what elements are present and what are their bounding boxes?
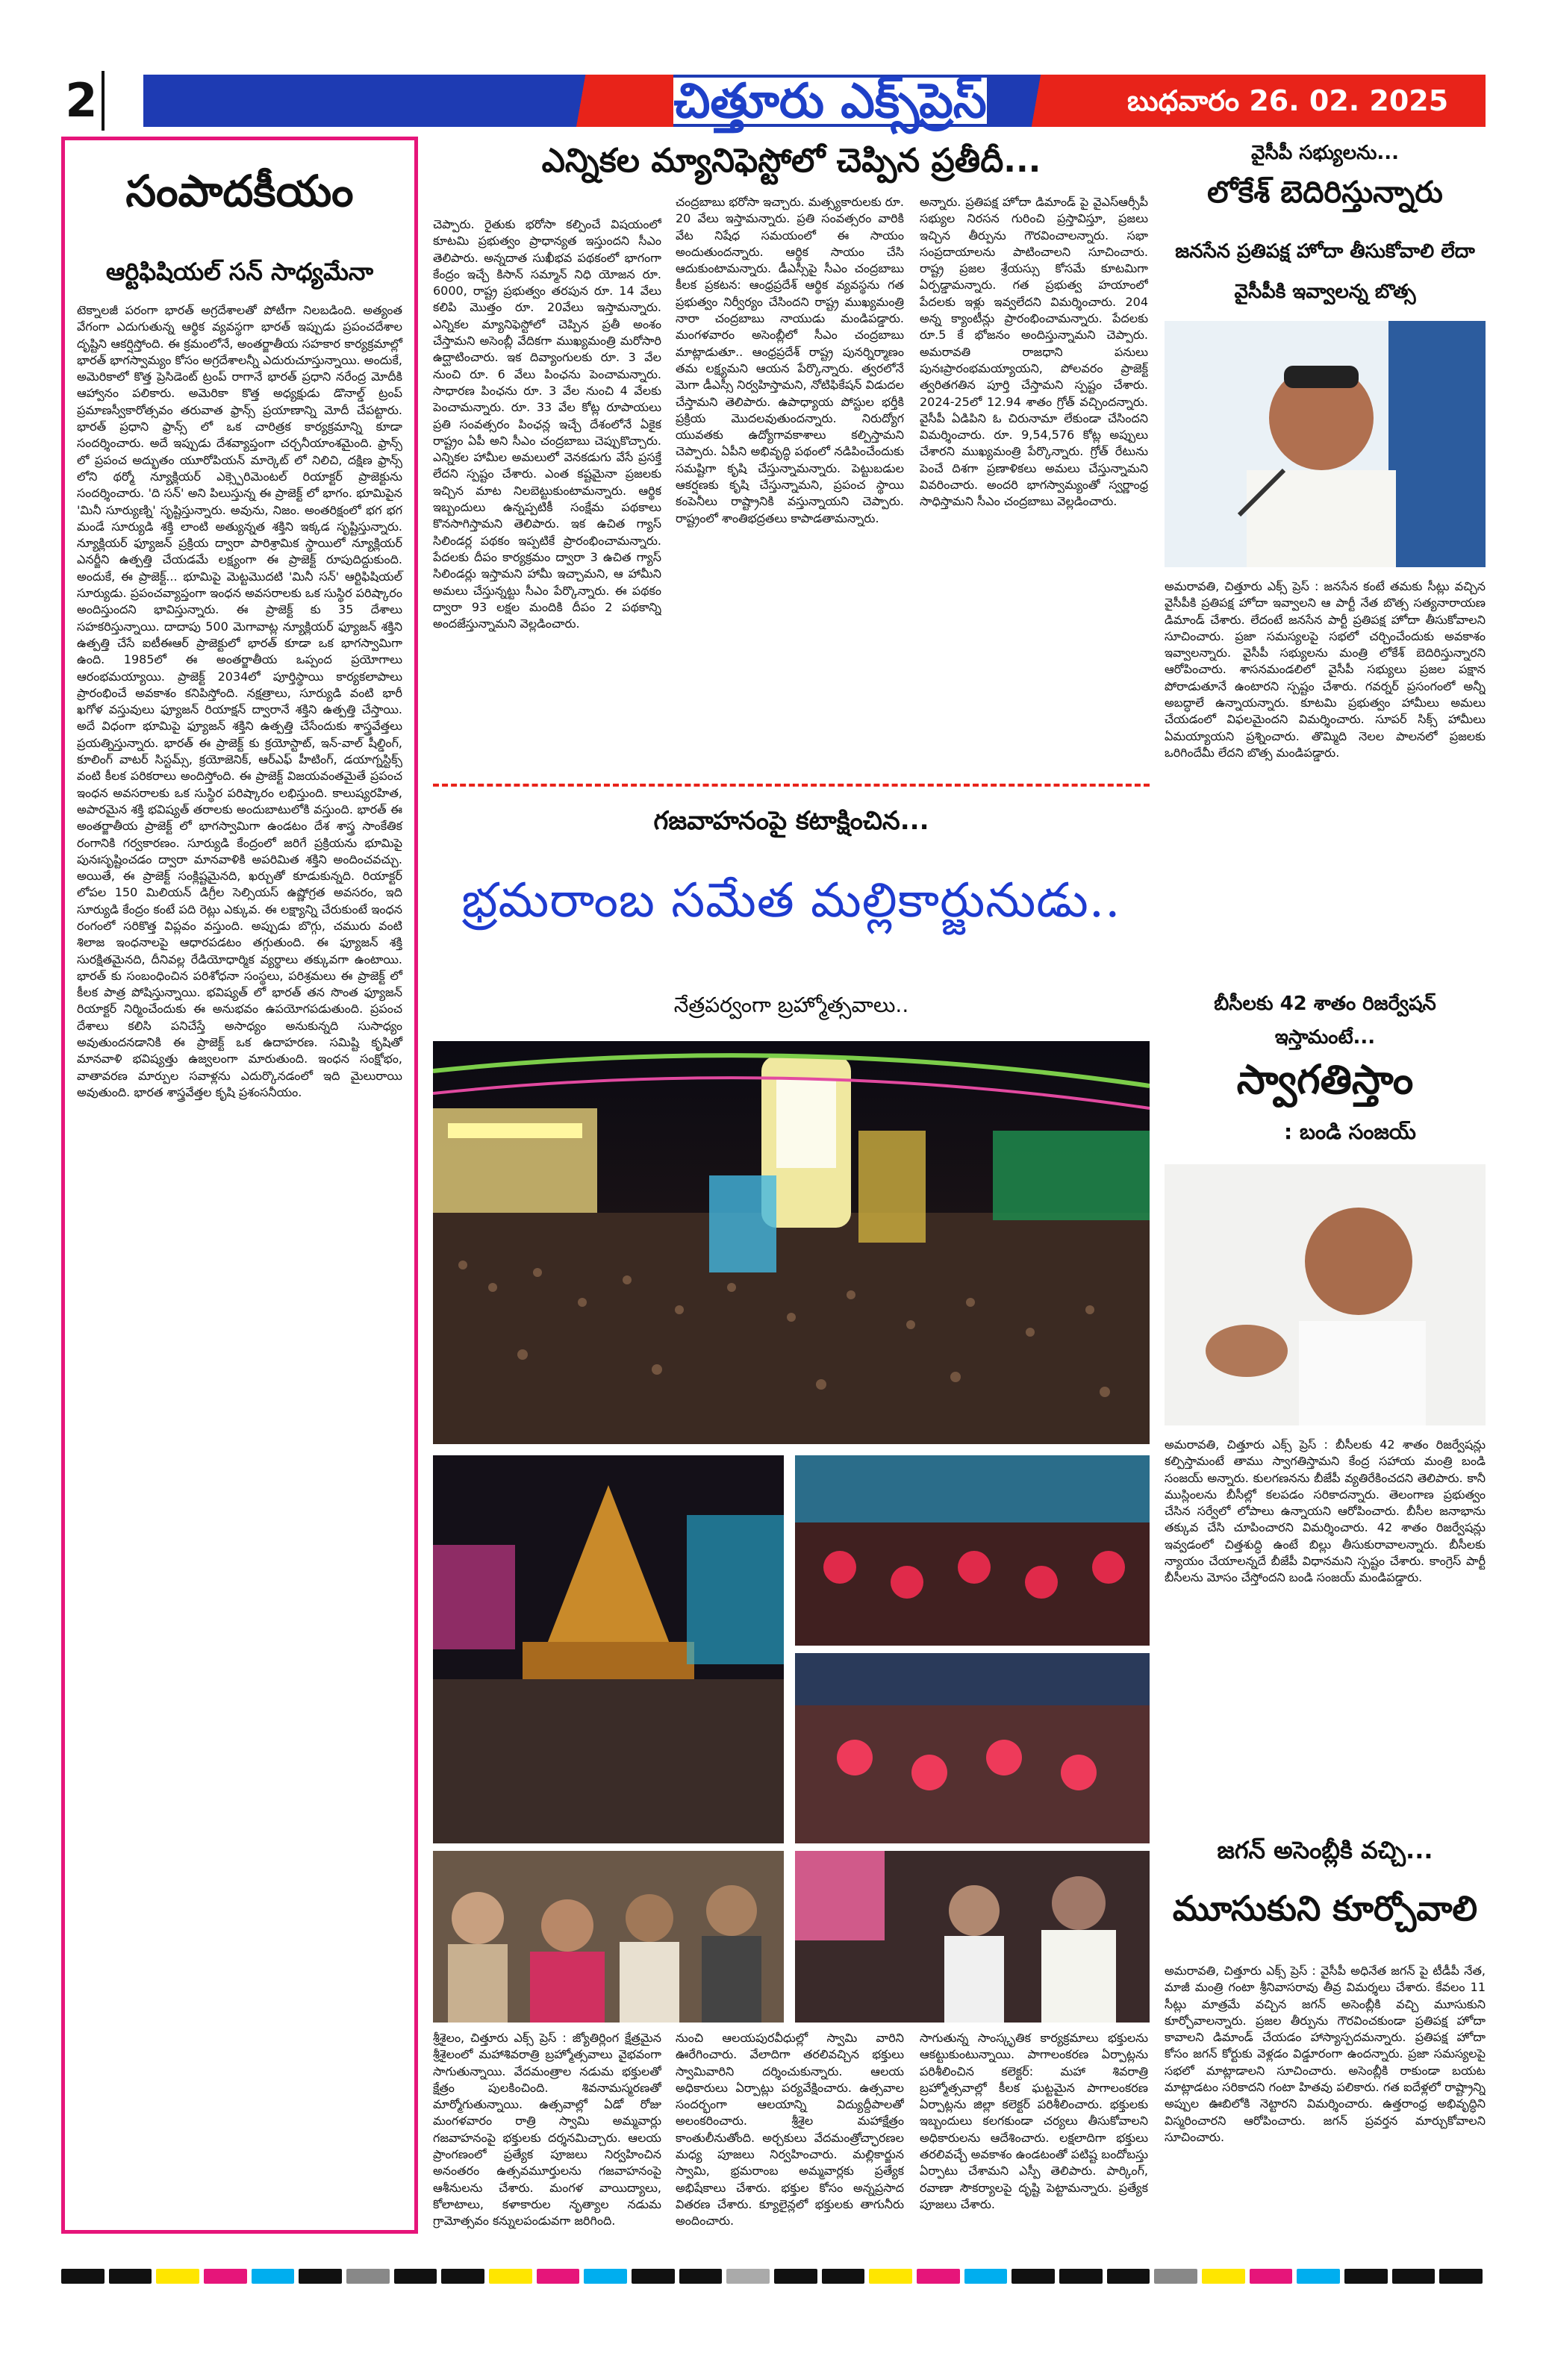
botsa-body: అమరావతి, చిత్తూరు ఎక్స్ ప్రెస్ : జనసేన కంటే తమకు సీట్లు వచ్చిన వైసీపీకి ప్రతిపక్ష హోదా ఇవ్వాలని ఆ పార్టీ నేత బొత్స సత్యనారాయణ డిమాండ్ చేశారు. లేదంటే జనసేన పార్టీ ప్రతిపక్ష హోదా తీసుకోవాలని సూచించారు. ప్రజా సమస్యలపై సభలో చర్చించేందుకు అవకాశం ఇవ్వాలన్నారు. వైసీపీ సభ్యులను మంత్రి లోకేశ్ బెదిరిస్తున్నారని ఆరోపించారు. శాసనమండలిలో వైసీపీ సభ్యులు ప్రజల పక్షాన పోరాడుతూనే ఉంటారని స్పష్టం చేశారు. గవర్నర్ ప్రసంగంలో అన్నీ అబద్ధాలే ఉన్నాయన్నారు. కూటమి ప్రభుత్వం హామీలు అమలు చేయడంలో విఫలమైందని విమర్శించారు. సూపర్ సిక్స్ హామీలు ఏమయ్యాయని ప్రశ్నించారు. తొమ్మిది నెలల పాలనలో ప్రజలకు ఒరిగిందేమీ లేదని బొత్స మండిపడ్డారు. xyxy=(1165,579,1486,760)
dancers-photo-2 xyxy=(795,1653,1150,1843)
sanjay-headline: స్వాగతిస్తాం xyxy=(1236,1056,1414,1103)
section-divider xyxy=(433,784,1150,787)
temple-crowd-photo xyxy=(433,1041,1150,1444)
brahmotsavam-col-3: సాగుతున్న సాంస్కృతిక కార్యక్రమాలు భక్తులను ఆకట్టుకుంటున్నాయి. పాగాలంకరణ ఏర్పాట్లను పరిశీలించిన కలెక్టర్: మహా శివరాత్రి బ్రహ్మోత్సవాల్లో కీలక ఘట్టమైన పాగాలంకరణ ఏర్పాట్లను జిల్లా కలెక్టర్ పరిశీలించారు. భక్తులకు ఇబ్బందులు కలగకుండా చర్యలు తీసుకోవాలని అధికారులను ఆదేశించారు. లక్షలాదిగా భక్తులు తరలివచ్చే అవకాశం ఉండటంతో పటిష్ట బందోబస్తు ఏర్పాటు చేశామని ఎస్పీ తెలిపారు. పార్కింగ్, రవాణా సౌకర్యాలపై దృష్టి పెట్టామన్నారు. ప్రత్యేక పూజలు చేశారు. xyxy=(920,2031,1148,2211)
manifesto-col-1: చెప్పారు. రైతుకు భరోసా కల్పించే విషయంలో కూటమి ప్రభుత్వం ప్రాధాన్యత ఇస్తుందని సీఎం తెలిపారు. అన్నదాత సుఖీభవ పథకంలో భాగంగా కేంద్రం ఇచ్చే కిసాన్ సమ్మాన్ నిధి యోజన రూ. 6000, రాష్ట్ర ప్రభుత్వం తరపున రూ. 14 వేలు కలిపి మొత్తం రూ. 20వేలు ఇస్తామన్నారు. ఎన్నికల మ్యానిఫెస్టోలో చెప్పిన ప్రతీ అంశం చేస్తామని అసెంబ్లీ వేదికగా ముఖ్యమంత్రి మరోసారి ఉద్ఘాటించారు. ఇక దివ్యాంగులకు రూ. 3 వేల నుంచి రూ. 6 వేలు పింఛను పెంచామన్నారు. సాధారణ పింఛను రూ. 3 వేల నుంచి 4 వేలకు పెంచామన్నారు. రూ. 33 వేల కోట్ల రూపాయలు ప్రతి సంవత్సరం పింఛన్ల ఇచ్చే దేశంలోనే ఏకైక రాష్ట్రం ఏపీ అని సీఎం చంద్రబాబు చెప్పుకొచ్చారు. ఎన్నికల హామీల అమలులో వెనకడుగు వేసే ప్రసక్తే లేదని స్పష్టం చేశారు. ఎంత కష్టమైనా ప్రజలకు ఇచ్చిన మాట నిలబెట్టుకుంటామన్నారు. ఆర్థిక ఇబ్బందులు ఉన్నప్పటికీ సంక్షేమ పథకాలు కొనసాగిస్తామని తెలిపారు. ఇక ఉచిత గ్యాస్ సిలిండర్ల పథకం ఇప్పటికే ప్రారంభించామన్నారు. పేదలకు దీపం కార్యక్రమం ద్వారా 3 ఉచిత గ్యాస్ సిలిండర్లు ఇస్తామని హామీ ఇచ్చామని, ఆ హామీని అమలు చేస్తున్నట్టు సీఎం పేర్కొన్నారు. ఈ పథకం ద్వారా 93 లక్షల మందికి దీపం 2 పథకాన్ని అందజేస్తున్నామని వెల్లడించారు. xyxy=(433,217,661,631)
dancers-photo-1 xyxy=(795,1455,1150,1646)
sanjay-body: అమరావతి, చిత్తూరు ఎక్స్ ప్రెస్ : బీసీలకు 42 శాతం రిజర్వేషన్లు కల్పిస్తామంటే తాము స్వాగతిస్తామని కేంద్ర సహాయ మంత్రి బండి సంజయ్ అన్నారు. కులగణనను బీజేపీ వ్యతిరేకించదని తెలిపారు. కానీ ముస్లింలను బీసీల్లో కలపడం సరికాదన్నారు. తెలంగాణ ప్రభుత్వం చేసిన సర్వేలో లోపాలు ఉన్నాయని ఆరోపించారు. బీసీల జనాభాను తక్కువ చేసి చూపించారని విమర్శించారు. 42 శాతం రిజర్వేషన్లు ఇవ్వడంలో చిత్తశుద్ధి ఉంటే బిల్లు తీసుకురావాలన్నారు. బీసీలకు న్యాయం చేయాలన్నదే బీజేపీ విధానమని స్పష్టం చేశారు. కాంగ్రెస్ పార్టీ బీసీలను మోసం చేస్తోందని బండి సంజయ్ మండిపడ్డారు. xyxy=(1165,1437,1486,1585)
editorial-heading: సంపాదకీయం xyxy=(125,166,354,216)
botsa-kicker: వైసీపీ సభ్యులను... xyxy=(1251,142,1399,164)
manifesto-col-3: అన్నారు. ప్రతిపక్ష హోదా డిమాండ్ పై వైఎస్ఆర్సీపీ సభ్యుల నిరసన గురించి ప్రస్తావిస్తూ, ప్రజలు ఇచ్చిన తీర్పును గౌరవించాలన్నారు. సభా సంప్రదాయాలను పాటించాలని సూచించారు. రాష్ట్ర ప్రజల శ్రేయస్సు కోసమే కూటమిగా ఏర్పడ్డామన్నారు. గత ప్రభుత్వ హయాంలో పేదలకు ఇళ్లు ఇవ్వలేదని విమర్శించారు. 204 అన్న క్యాంటీన్లు ప్రారంభించామన్నారు. పేదలకు రూ.5 కే భోజనం అందిస్తున్నామని చెప్పారు. అమరావతి రాజధాని పనులు పునఃప్రారంభమయ్యాయని, పోలవరం ప్రాజెక్ట్ త్వరితగతిన పూర్తి చేస్తామని స్పష్టం చేశారు. 2024-25లో 12.94 శాతం గ్రోత్ వచ్చిందన్నారు. వైసీపీ ఏడిపిని ఓ చిరునామా లేకుండా చేసిందని విమర్శించారు. రూ. 9,54,576 కోట్ల అప్పులు చేశారని ముఖ్యమంత్రి పేర్కొన్నారు. గ్రోత్ రేటును పెంచే దిశగా ప్రణాళికలు అమలు చేస్తున్నామని వివరించారు. అందరి భాగస్వామ్యంతో స్వర్ణాంధ్ర సాధిస్తామని సీఎం చంద్రబాబు వెల్లడించారు. xyxy=(920,195,1148,509)
brahmotsavam-col-2: నుంచి ఆలయపురవీధుల్లో స్వామి వారిని ఊరేగించారు. వేలాదిగా తరలివచ్చిన భక్తులు స్వామివారిని దర్శించుకున్నారు. ఆలయ అధికారులు ఏర్పాట్లు పర్యవేక్షించారు. ఉత్సవాల సందర్భంగా ఆలయాన్ని విద్యుద్దీపాలతో అలంకరించారు. శ్రీశైల మహాక్షేత్రం కాంతులీనుతోంది. అర్చకులు వేదమంత్రోచ్ఛారణల మధ్య పూజలు నిర్వహించారు. మల్లికార్జున స్వామి, భ్రమరాంబ అమ్మవార్లకు ప్రత్యేక అభిషేకాలు చేశారు. భక్తుల కోసం అన్నప్రసాద వితరణ చేశారు. క్యూలైన్లలో భక్తులకు తాగునీరు అందించారు. xyxy=(676,2031,904,2228)
editorial-title: ఆర్టిఫిషియల్ సన్ సాధ్యమేనా xyxy=(105,257,374,286)
newspaper-logo: చిత్తూరు ఎక్స్‌ప్రెస్ xyxy=(673,74,987,129)
editorial-box xyxy=(61,137,418,2234)
masthead-stripe-mid xyxy=(987,75,1112,127)
temple-gopuram-photo xyxy=(433,1455,784,1843)
jagan-kicker: జగన్ అసెంబ్లీకి వచ్చి... xyxy=(1217,1836,1433,1864)
jagan-headline: మూసుకుని కూర్చోవాలి xyxy=(1172,1888,1478,1928)
brahmotsavam-col-1: శ్రీశైలం, చిత్తూరు ఎక్స్ ప్రెస్ : జ్యోతిర్లింగ క్షేత్రమైన శ్రీశైలంలో మహాశివరాత్రి బ్రహ్మోత్సవాలు వైభవంగా సాగుతున్నాయి. వేదమంత్రాల నడుమ భక్తులతో క్షేత్రం పులకించింది. శివనామస్మరణతో మార్మోగుతున్నాయి. ఉత్సవాల్లో ఏడో రోజు మంగళవారం రాత్రి స్వామి అమ్మవార్లు గజవాహనంపై భక్తులకు దర్శనమిచ్చారు. ఆలయ ప్రాంగణంలో ప్రత్యేక పూజలు నిర్వహించిన అనంతరం ఉత్సవమూర్తులను గజవాహనంపై ఆశీనులను చేశారు. మంగళ వాయిద్యాలు, కోలాటాలు, కళాకారుల నృత్యాల నడుమ గ్రామోత్సవం కన్నులపండువగా జరిగింది. xyxy=(433,2031,661,2228)
sanjay-kicker: బీసీలకు 42 శాతం రిజర్వేషన్ xyxy=(1214,993,1436,1015)
sanjay-photo xyxy=(1165,1164,1486,1425)
page-number: 2 xyxy=(61,71,105,131)
brahmotsavam-subhead: నేత్రపర్వంగా బ్రహ్మోత్సవాలు.. xyxy=(673,993,909,1017)
botsa-photo xyxy=(1165,321,1486,567)
botsa-subhead: జనసేన ప్రతిపక్ష హోదా తీసుకోవాలి లేదా వైసీపీకి ఇవ్వాలన్న బొత్స xyxy=(1175,240,1475,303)
manifesto-headline: ఎన్నికల మ్యానిఫెస్టోలో చెప్పిన ప్రతీదీ... xyxy=(541,142,1041,180)
sanjay-byline: : బండి సంజయ్ xyxy=(1284,1119,1416,1144)
manifesto-col-2: చంద్రబాబు భరోసా ఇచ్చారు. మత్స్యకారులకు రూ. 20 వేలు ఇస్తామన్నారు. ప్రతి సంవత్సరం వారికి వేట నిషేధ సమయంలో ఈ సాయం అందుతుందన్నారు. ఆర్థిక సాయం చేసి ఆదుకుంటామన్నారు. డీఎస్సీపై సీఎం చంద్రబాబు కీలక ప్రకటన: ఆంధ్రప్రదేశ్ ఆర్థిక వ్యవస్థను గత ప్రభుత్వం నిర్వీర్యం చేసిందని రాష్ట్ర ముఖ్యమంత్రి నారా చంద్రబాబు నాయుడు మండిపడ్డారు. మంగళవారం అసెంబ్లీలో సీఎం చంద్రబాబు మాట్లాడుతూ.. ఆంధ్రప్రదేశ్ రాష్ట్ర పునర్నిర్మాణం తమ లక్ష్యమని ఆయన పేర్కొన్నారు. త్వరలోనే మెగా డీఎస్సీ నిర్వహిస్తామని, నోటిఫికేషన్ విడుదల చేస్తామని తెలిపారు. ఉపాధ్యాయ పోస్టుల భర్తీకి ప్రక్రియ మొదలవుతుందన్నారు. నిరుద్యోగ యువతకు ఉద్యోగావకాశాలు కల్పిస్తామని చెప్పారు. ఏపీని అభివృద్ధి పథంలో నడిపించేందుకు సమష్టిగా కృషి చేస్తున్నామన్నారు. పెట్టుబడుల ఆకర్షణకు కృషి చేస్తున్నామని, ప్రపంచ స్థాయి కంపెనీలు రాష్ట్రానికి వస్తున్నాయని చెప్పారు. రాష్ట్రంలో శాంతిభద్రతలు కాపాడతామన్నారు. xyxy=(676,195,904,525)
brahmotsavam-kicker: గజవాహనంపై కటాక్షించిన... xyxy=(653,806,929,836)
brahmotsavam-headline: భ్రమరాంబ సమేత మల్లికార్జునుడు.. xyxy=(461,873,1121,928)
priests-photo xyxy=(795,1851,1150,2023)
sanjay-kicker-2: ఇస్తామంటే... xyxy=(1274,1026,1376,1049)
botsa-headline: లోకేశ్ బెదిరిస్తున్నారు xyxy=(1207,175,1443,210)
jagan-body: అమరావతి, చిత్తూరు ఎక్స్ ప్రెస్ : వైసీపీ అధినేత జగన్ పై టీడీపీ నేత, మాజీ మంత్రి గంటా శ్రీనివాసరావు తీవ్ర విమర్శలు చేశారు. కేవలం 11 సీట్లు మాత్రమే వచ్చిన జగన్ అసెంబ్లీకి వచ్చి మూసుకుని కూర్చోవాలన్నారు. ప్రజల తీర్పును గౌరవించకుండా ప్రతిపక్ష హోదా కావాలని డిమాండ్ చేయడం హాస్యాస్పదమన్నారు. ప్రతిపక్ష హోదా కోసం జగన్ కోర్టుకు వెళ్లడం విడ్డూరంగా ఉందన్నారు. ప్రజా సమస్యలపై సభలో మాట్లాడాలని సూచించారు. అసెంబ్లీకి రాకుండా బయట మాట్లాడటం సరికాదని గంటా హితవు పలికారు. గత ఐదేళ్లలో రాష్ట్రాన్ని అప్పుల ఊబిలోకి నెట్టారని విమర్శించారు. ఉత్తరాంధ్ర అభివృద్ధిని విస్మరించారని ఆరోపించారు. జగన్ ప్రవర్తన మార్చుకోవాలని సూచించారు. xyxy=(1165,1964,1486,2144)
issue-date: బుధవారం 26. 02. 2025 xyxy=(1112,75,1486,127)
masthead-stripe-left xyxy=(143,75,673,127)
officials-photo xyxy=(433,1851,784,2023)
printer-color-strip xyxy=(61,2269,1487,2284)
editorial-body: టెక్నాలజీ పరంగా భారత్ అగ్రదేశాలతో పోటీగా నిలబడింది. అత్యంత వేగంగా ఎదుగుతున్న ఆర్థిక వ్యవస్థగా భారత్ ఇప్పుడు ప్రపంచదేశాల దృష్టిని ఆకర్షిస్తోంది. ఈ క్రమంలోనే, అంతర్జాతీయ సహకార కార్యక్రమాల్లో భారత్ భాగస్వామ్యం కోసం అగ్రదేశాలన్నీ ఎదురుచూస్తున్నాయి. అందుకే, అమెరికాలో కొత్త ప్రెసిడెంట్ ట్రంప్ రాగానే భారత్ ప్రధాని నరేంద్ర మోదీకి ఆహ్వానం పలికారు. అమెరికా కొత్త అధ్యక్షుడు డొనాల్డ్ ట్రంప్ ప్రమాణస్వీకారోత్సవం తరువాత ఫ్రాన్స్ ప్రయాణాన్ని మోదీ చేపట్టారు. భారత్ ప్రధాని ఫ్రాన్స్ లో ఒక చారిత్రక కార్యక్రమాన్ని కూడా సందర్శించారు. అదే ఇప్పుడు దేశవ్యాప్తంగా చర్చనీయాంశమైంది. ఫ్రాన్స్ లో ప్రపంచ అద్భుతం యూరోపియన్ మార్కెట్ లో నిలిచి, దక్షిణ ఫ్రాన్స్ లోని థర్మో న్యూక్లియర్ ఎక్స్పెరిమెంటల్ రియాక్టర్ ప్రాజెక్టును సందర్శించారు. 'ది సన్' అని పిలుస్తున్న ఈ ప్రాజెక్ట్ లో భాగం. భూమిపైన 'మినీ సూర్యుణ్ని' సృష్టిస్తున్నారు. అవును, నిజం. అంతరిక్షంలో భగ భగ మండే సూర్యుడి శక్తి లాంటి అత్యున్నత శక్తిని ఇక్కడ సృష్టిస్తున్నారు. న్యూక్లియర్ ఫ్యూజన్ ప్రక్రియ ద్వారా పారిశ్రామిక స్థాయిలో న్యూక్లియర్ ఎనర్జీని ఉత్పత్తి చేయడమే లక్ష్యంగా ఈ ప్రాజెక్ట్ రూపుదిద్దుకుంది. అందుకే, ఈ ప్రాజెక్ట్... భూమిపై మెట్టమొదటి 'మినీ సన్' ఆర్టిఫిషియల్ సూర్యుడు. ప్రపంచవ్యాప్తంగా ఇంధన అవసరాలకు ఒక సుస్థిర పరిష్కారం అందిస్తుందని భావిస్తున్నారు. ఈ ప్రాజెక్ట్ కు 35 దేశాలు సహకరిస్తున్నాయి. దాదాపు 500 మెగావాట్ల న్యూక్లియర్ ఫ్యూజన్ శక్తిని ఉత్పత్తి చేసే ఐటీఈఆర్ ప్రాజెక్టులో భారత్ కూడా ఒక భాగస్వామిగా ఉంది. 1985లో ఈ అంతర్జాతీయ ఒప్పంద ప్రయోగాలు ఆరంభమయ్యాయి. ప్రాజెక్ట్ 2034లో పూర్తిస్థాయి కార్యకలాపాలు ప్రారంభించే అవకాశం కనిపిస్తోంది. నక్షత్రాలు, సూర్యుడి వంటి భారీ ఖగోళ వస్తువులు ఫ్యూజన్ రియాక్షన్ ద్వారానే శక్తిని ఉత్పత్తి చేస్తాయి. అదే విధంగా భూమిపై ఫ్యూజన్ శక్తిని ఉత్పత్తి చేసేందుకు శాస్త్రవేత్తలు ప్రయత్నిస్తున్నారు. భారత్ ఈ ప్రాజెక్ట్ కు క్రయోస్టాట్, ఇన్-వాల్ షీల్డింగ్, కూలింగ్ వాటర్ సిస్టమ్స్, క్రయోజెనిక్, ఆర్ఎఫ్ హీటింగ్, డయాగ్నస్టిక్స్ వంటి కీలక పరికరాలు అందిస్తోంది. ఈ ప్రాజెక్ట్ విజయవంతమైతే ప్రపంచ ఇంధన అవసరాలకు ఒక సుస్థిర పరిష్కారం లభిస్తుంది. కాలుష్యరహిత, అపారమైన శక్తి భవిష్యత్ తరాలకు అందుబాటులోకి వస్తుంది. భారత్ ఈ అంతర్జాతీయ ప్రాజెక్ట్ లో భాగస్వామిగా ఉండటం దేశ శాస్త్ర సాంకేతిక రంగానికి గర్వకారణం. సూర్యుడి కేంద్రంలో జరిగే ప్రక్రియను భూమిపై పునఃసృష్టించడం ద్వారా మానవాళికి అపరిమిత శక్తిని అందించవచ్చు. అయితే, ఈ ప్రాజెక్ట్ సంక్లిష్టమైనది, ఖర్చుతో కూడుకున్నది. రియాక్టర్ లోపల 150 మిలియన్ డిగ్రీల సెల్సియస్ ఉష్ణోగ్రత అవసరం, ఇది సూర్యుడి కేంద్రం కంటే పది రెట్లు ఎక్కువ. ఈ లక్ష్యాన్ని చేరుకుంటే ఇంధన రంగంలో సరికొత్త విప్లవం వస్తుంది. అప్పుడు బొగ్గు, చమురు వంటి శిలాజ ఇంధనాలపై ఆధారపడటం తగ్గుతుంది. ఈ ఫ్యూజన్ శక్తి సురక్షితమైనది, దీనివల్ల రేడియోధార్మిక వ్యర్థాలు తక్కువగా ఉంటాయి. భారత్ కు సంబంధించిన పరిశోధనా సంస్థలు, పరిశ్రమలు ఈ ప్రాజెక్ట్ లో కీలక పాత్ర పోషిస్తున్నాయి. భవిష్యత్ లో భారత్ తన సొంత ఫ్యూజన్ రియాక్టర్ నిర్మించేందుకు ఈ అనుభవం ఉపయోగపడుతుంది. ప్రపంచ దేశాలు కలిసి పనిచేస్తే అసాధ్యం అనుకున్నది సుసాధ్యం అవుతుందనడానికి ఈ ప్రాజెక్ట్ ఒక ఉదాహరణ. సమిష్టి కృషితో మానవాళి భవిష్యత్తు ఉజ్వలంగా మారుతుంది. ఇంధన సంక్షోభం, వాతావరణ మార్పుల సవాళ్లను ఎదుర్కొనడంలో ఇది మైలురాయి అవుతుంది. భారత శాస్త్రవేత్తల కృషి ప్రశంసనీయం. xyxy=(77,303,402,1099)
